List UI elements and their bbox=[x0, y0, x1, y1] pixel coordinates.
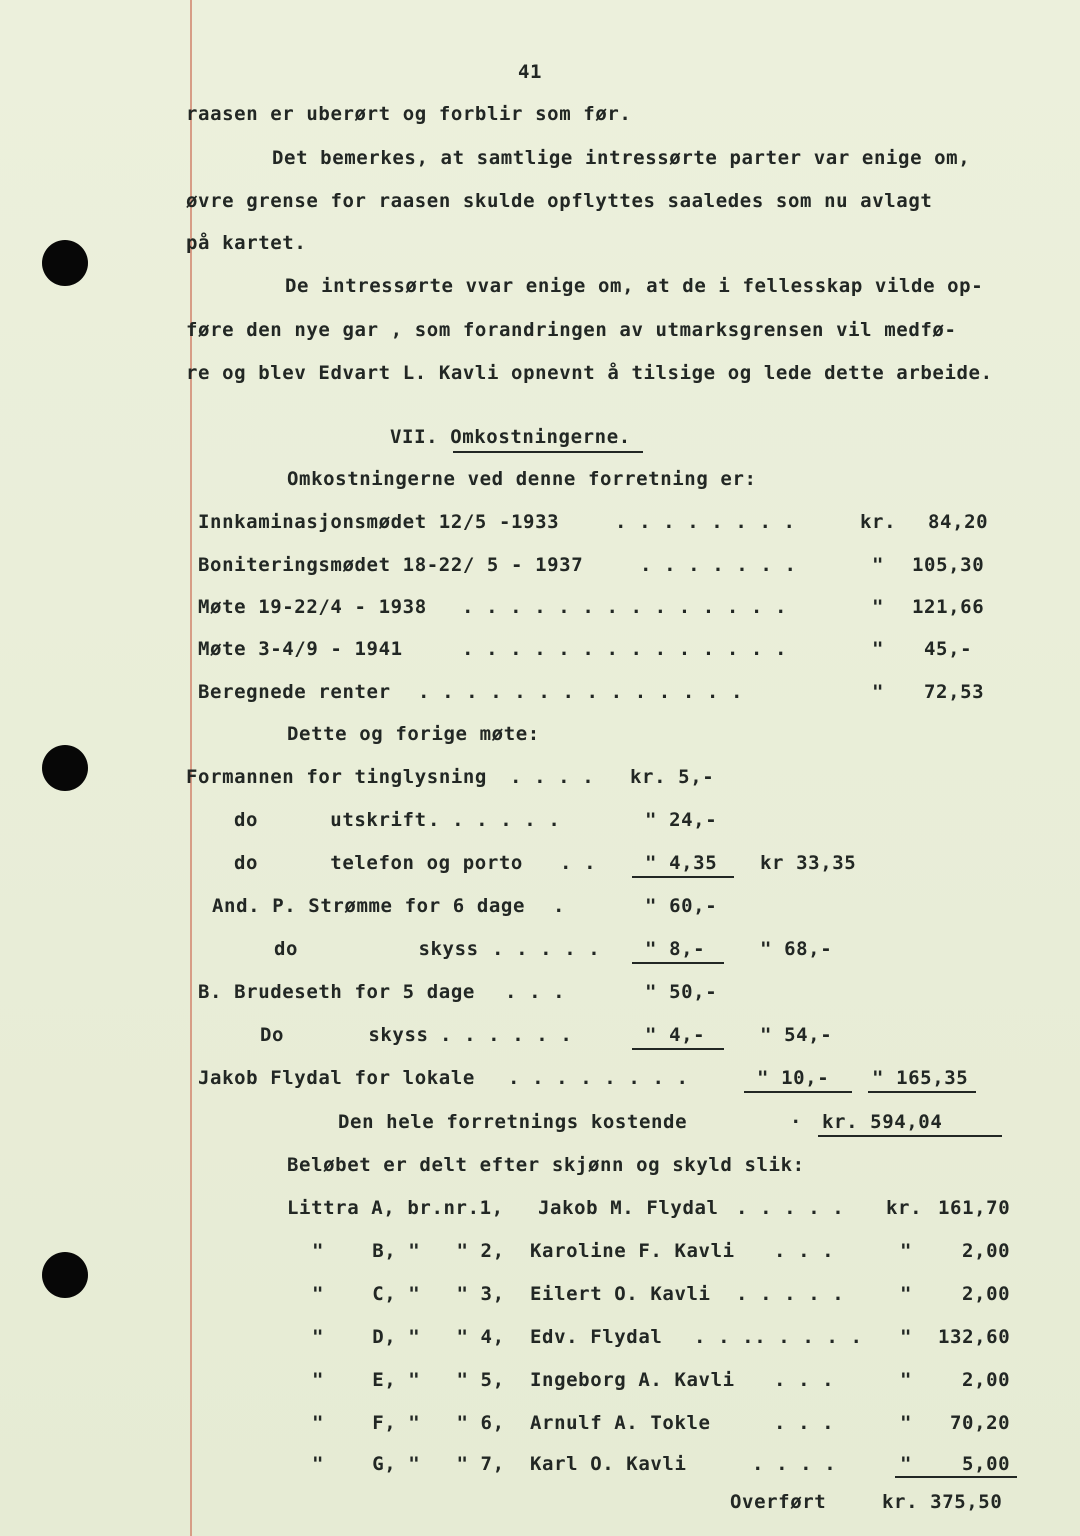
distribution-prefix: " F, " " 6, bbox=[312, 1412, 505, 1434]
punch-hole bbox=[42, 745, 88, 791]
meeting-item-sub: " 8,- bbox=[645, 938, 706, 960]
grand-total-underline bbox=[818, 1135, 1002, 1137]
distribution-name: Karl O. Kavli bbox=[530, 1453, 687, 1475]
distribution-underline bbox=[895, 1476, 1017, 1478]
distribution-dots: . . . bbox=[774, 1369, 835, 1391]
meeting-item-dots: . . . . . . . . bbox=[508, 1067, 689, 1089]
distribution-intro: Beløbet er delt efter skjønn og skyld slik: bbox=[287, 1154, 805, 1176]
meeting-item-dots: . bbox=[553, 895, 566, 917]
distribution-dots: . . .. . . . . bbox=[694, 1326, 863, 1348]
costs-intro: Omkostningerne ved denne forretning er: bbox=[287, 468, 757, 490]
meetings-heading: Dette og forige møte: bbox=[287, 723, 540, 745]
distribution-prefix: " E, " " 5, bbox=[312, 1369, 505, 1391]
cost-item-dots: . . . . . . . . . . . . . . bbox=[462, 638, 788, 660]
distribution-name: Edv. Flydal bbox=[530, 1326, 663, 1348]
distribution-name: Jakob M. Flydal bbox=[538, 1197, 719, 1219]
cost-item-unit: " bbox=[872, 681, 885, 703]
cost-item-dots: . . . . . . . . bbox=[615, 511, 796, 533]
distribution-amount: 2,00 bbox=[962, 1369, 1011, 1391]
paragraph-line: De intressørte vvar enige om, at de i fellesskap vilde op- bbox=[285, 275, 984, 297]
distribution-unit: " bbox=[900, 1453, 913, 1475]
paragraph-line: på kartet. bbox=[186, 232, 307, 254]
page-number: 41 bbox=[518, 61, 543, 83]
meeting-item-label: do telefon og porto bbox=[234, 852, 523, 874]
cost-item-amount: 105,30 bbox=[912, 554, 985, 576]
cost-item-amount: 121,66 bbox=[912, 596, 985, 618]
meeting-item-dots: . . . . bbox=[510, 766, 595, 788]
paragraph-line: øvre grense for raasen skulde opflyttes saaledes som nu avlagt bbox=[186, 190, 933, 212]
meeting-item-sub: " 50,- bbox=[645, 981, 718, 1003]
distribution-unit: " bbox=[900, 1369, 913, 1391]
distribution-name: Karoline F. Kavli bbox=[530, 1240, 735, 1262]
distribution-amount: 161,70 bbox=[938, 1197, 1011, 1219]
section-heading: VII. Omkostningerne. bbox=[390, 426, 631, 448]
meeting-item-dots: . . bbox=[560, 852, 597, 874]
distribution-amount: 2,00 bbox=[962, 1283, 1011, 1305]
meeting-item-total: " 68,- bbox=[760, 938, 833, 960]
cost-item-label: Boniteringsmødet 18-22/ 5 - 1937 bbox=[198, 554, 584, 576]
distribution-prefix: " B, " " 2, bbox=[312, 1240, 505, 1262]
meeting-item-total: " 165,35 bbox=[872, 1067, 969, 1089]
distribution-dots: . . . . . bbox=[736, 1283, 845, 1305]
meeting-item-dots: . . . bbox=[505, 981, 566, 1003]
cost-item-label: Møte 3-4/9 - 1941 bbox=[198, 638, 403, 660]
distribution-dots: . . . . . bbox=[736, 1197, 845, 1219]
meeting-item-dots: . . . . . . bbox=[440, 1024, 573, 1046]
distribution-amount: 70,20 bbox=[950, 1412, 1011, 1434]
subtotal-underline bbox=[868, 1091, 976, 1093]
cost-item-unit: " bbox=[872, 554, 885, 576]
cost-item-unit: kr. bbox=[860, 511, 897, 533]
punch-hole bbox=[42, 240, 88, 286]
subtotal-underline bbox=[744, 1091, 852, 1093]
distribution-unit: " bbox=[900, 1326, 913, 1348]
distribution-dots: . . . . bbox=[752, 1453, 837, 1475]
grand-total-amount: kr. 594,04 bbox=[822, 1111, 943, 1133]
meeting-item-label: do skyss bbox=[274, 938, 479, 960]
subtotal-underline bbox=[632, 1048, 724, 1050]
meeting-item-total: " 54,- bbox=[760, 1024, 833, 1046]
distribution-dots: . . . bbox=[774, 1412, 835, 1434]
cost-item-dots: . . . . . . . bbox=[640, 554, 797, 576]
cost-item-unit: " bbox=[872, 638, 885, 660]
cost-item-amount: 45,- bbox=[924, 638, 973, 660]
distribution-unit: " bbox=[900, 1283, 913, 1305]
meeting-item-label: Formannen for tinglysning bbox=[186, 766, 487, 788]
distribution-name: Arnulf A. Tokle bbox=[530, 1412, 711, 1434]
cost-item-dots: . . . . . . . . . . . . . . bbox=[462, 596, 788, 618]
cost-item-unit: " bbox=[872, 596, 885, 618]
meeting-item-label: do utskrift bbox=[234, 809, 427, 831]
meeting-item-dots: . . . . . bbox=[492, 938, 601, 960]
meeting-item-sub: " 60,- bbox=[645, 895, 718, 917]
meeting-item-dots: . . . . . . bbox=[428, 809, 561, 831]
distribution-amount: 2,00 bbox=[962, 1240, 1011, 1262]
paragraph-line: re og blev Edvart L. Kavli opnevnt å tilsige og lede dette arbeide. bbox=[186, 362, 993, 384]
distribution-name: Ingeborg A. Kavli bbox=[530, 1369, 735, 1391]
distribution-unit: " bbox=[900, 1240, 913, 1262]
distribution-prefix: Littra A, br.nr.1, bbox=[287, 1197, 504, 1219]
carried-over-label: Overført bbox=[730, 1491, 827, 1513]
meeting-item-sub: " 10,- bbox=[757, 1067, 830, 1089]
subtotal-underline bbox=[632, 962, 724, 964]
paragraph-line: Det bemerkes, at samtlige intressørte parter var enige om, bbox=[272, 147, 971, 169]
meeting-item-label: Jakob Flydal for lokale bbox=[198, 1067, 475, 1089]
cost-item-label: Innkaminasjonsmødet 12/5 -1933 bbox=[198, 511, 560, 533]
distribution-amount: 5,00 bbox=[962, 1453, 1011, 1475]
cost-item-dots: . . . . . . . . . . . . . . bbox=[418, 681, 744, 703]
meeting-item-sub: kr. 5,- bbox=[630, 766, 715, 788]
distribution-prefix: " G, " " 7, bbox=[312, 1453, 505, 1475]
meeting-item-label: And. P. Strømme for 6 dage bbox=[212, 895, 526, 917]
heading-underline bbox=[453, 451, 643, 453]
meeting-item-sub: " 4,35 bbox=[645, 852, 718, 874]
meeting-item-sub: " 24,- bbox=[645, 809, 718, 831]
paragraph-line: føre den nye gar , som forandringen av utmarksgrensen vil medfø- bbox=[186, 319, 957, 341]
cost-item-amount: 72,53 bbox=[924, 681, 985, 703]
cost-item-amount: 84,20 bbox=[928, 511, 989, 533]
paragraph-line: raasen er uberørt og forblir som før. bbox=[186, 103, 632, 125]
meeting-item-total: kr 33,35 bbox=[760, 852, 857, 874]
subtotal-underline bbox=[632, 876, 734, 878]
distribution-name: Eilert O. Kavli bbox=[530, 1283, 711, 1305]
cost-item-label: Beregnede renter bbox=[198, 681, 391, 703]
distribution-amount: 132,60 bbox=[938, 1326, 1011, 1348]
punch-hole bbox=[42, 1252, 88, 1298]
distribution-unit: kr. bbox=[886, 1197, 923, 1219]
meeting-item-label: Do skyss bbox=[260, 1024, 429, 1046]
cost-item-label: Møte 19-22/4 - 1938 bbox=[198, 596, 427, 618]
distribution-unit: " bbox=[900, 1412, 913, 1434]
meeting-item-label: B. Brudeseth for 5 dage bbox=[198, 981, 475, 1003]
grand-total-dot: · bbox=[790, 1111, 803, 1133]
distribution-prefix: " D, " " 4, bbox=[312, 1326, 505, 1348]
carried-over-amount: kr. 375,50 bbox=[882, 1491, 1003, 1513]
grand-total-label: Den hele forretnings kostende bbox=[338, 1111, 688, 1133]
meeting-item-sub: " 4,- bbox=[645, 1024, 706, 1046]
distribution-dots: . . . bbox=[774, 1240, 835, 1262]
distribution-prefix: " C, " " 3, bbox=[312, 1283, 505, 1305]
